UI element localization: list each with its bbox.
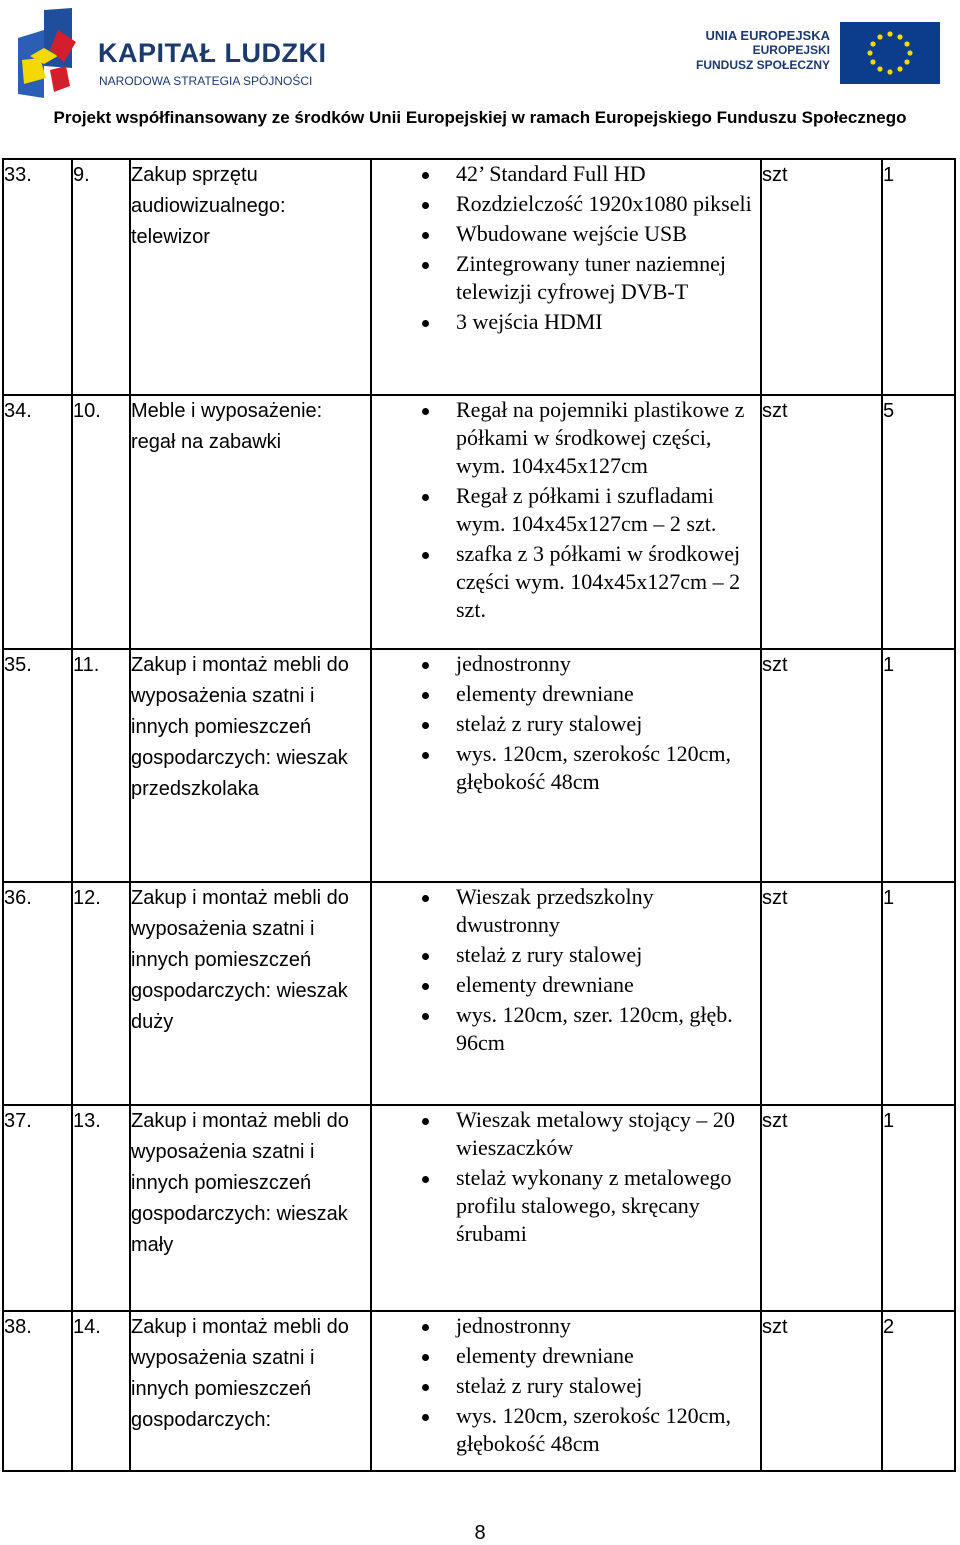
spec-text: 3 wejścia HDMI xyxy=(456,309,603,334)
list-item xyxy=(456,1402,760,1458)
table-row xyxy=(3,1105,955,1311)
row-subnumber: 12. xyxy=(72,882,130,1105)
spec-text: Rozdzielczość 1920x1080 pikseli xyxy=(456,191,752,216)
list-item xyxy=(456,971,760,999)
item-name: Zakup i montaż mebli do wyposażenia szatni i innych pomieszczeń gospodarczych: xyxy=(130,1311,371,1471)
kapital-ludzki-subtitle: NARODOWA STRATEGIA SPÓJNOŚCI xyxy=(99,74,313,88)
list-item xyxy=(456,396,760,480)
list-item xyxy=(456,1342,760,1370)
item-name: Zakup i montaż mebli do wyposażenia szatni i innych pomieszczeń gospodarczych: wieszak mały xyxy=(130,1105,371,1311)
item-unit: szt xyxy=(761,395,882,649)
bullet-icon xyxy=(422,262,429,269)
spec-text: 42’ Standard Full HD xyxy=(456,161,646,186)
item-quantity: 5 xyxy=(882,395,955,649)
list-item xyxy=(456,308,760,336)
row-subnumber: 9. xyxy=(72,159,130,395)
bullet-icon xyxy=(422,1414,429,1421)
bullet-icon xyxy=(422,1118,429,1125)
item-specification xyxy=(371,649,761,882)
spec-text: elementy drewniane xyxy=(456,681,634,706)
bullet-icon xyxy=(422,202,429,209)
bullet-icon xyxy=(422,494,429,501)
item-unit: szt xyxy=(761,649,882,882)
list-item xyxy=(456,740,760,796)
item-quantity: 1 xyxy=(882,649,955,882)
spec-list xyxy=(372,650,760,796)
list-item xyxy=(456,220,760,248)
bullet-icon xyxy=(422,1354,429,1361)
spec-list xyxy=(372,396,760,624)
bullet-icon xyxy=(422,692,429,699)
list-item xyxy=(456,680,760,708)
item-unit: szt xyxy=(761,1105,882,1311)
row-number: 33. xyxy=(3,159,72,395)
spec-text: stelaż z rury stalowej xyxy=(456,942,643,967)
table-row xyxy=(3,159,955,395)
table-row xyxy=(3,882,955,1105)
item-specification xyxy=(371,1105,761,1311)
items-table xyxy=(2,158,956,1472)
item-unit: szt xyxy=(761,159,882,395)
kapital-ludzki-emblem-icon xyxy=(14,8,84,102)
table-row xyxy=(3,1311,955,1471)
item-quantity: 1 xyxy=(882,882,955,1105)
spec-text: Wbudowane wejście USB xyxy=(456,221,687,246)
row-subnumber: 13. xyxy=(72,1105,130,1311)
list-item xyxy=(456,1312,760,1340)
list-item xyxy=(456,883,760,939)
spec-text: wys. 120cm, szer. 120cm, głęb. 96cm xyxy=(456,1002,733,1055)
list-item xyxy=(456,1106,760,1162)
table-row xyxy=(3,395,955,649)
eu-logo-line1: UNIA EUROPEJSKA xyxy=(705,28,830,43)
kapital-ludzki-title: KAPITAŁ LUDZKI xyxy=(98,38,327,68)
item-name: Zakup i montaż mebli do wyposażenia szatni i innych pomieszczeń gospodarczych: wieszak duży xyxy=(130,882,371,1105)
spec-list xyxy=(372,160,760,336)
row-number: 35. xyxy=(3,649,72,882)
bullet-icon xyxy=(422,1324,429,1331)
bullet-icon xyxy=(422,953,429,960)
row-subnumber: 11. xyxy=(72,649,130,882)
spec-text: Wieszak przedszkolny dwustronny xyxy=(456,884,654,937)
bullet-icon xyxy=(422,232,429,239)
list-item xyxy=(456,190,760,218)
spec-text: Zintegrowany tuner naziemnej telewizji cyfrowej DVB-T xyxy=(456,251,727,304)
spec-text: elementy drewniane xyxy=(456,972,634,997)
list-item xyxy=(456,1372,760,1400)
spec-text: Regał z półkami i szufladami wym. 104x45x127cm – 2 szt. xyxy=(456,483,717,536)
row-number: 34. xyxy=(3,395,72,649)
item-name: Zakup sprzętu audiowizualnego: telewizor xyxy=(130,159,371,395)
row-number: 37. xyxy=(3,1105,72,1311)
list-item xyxy=(456,250,760,306)
bullet-icon xyxy=(422,1013,429,1020)
spec-text: stelaż z rury stalowej xyxy=(456,711,643,736)
item-specification xyxy=(371,1311,761,1471)
list-item xyxy=(456,650,760,678)
row-number: 36. xyxy=(3,882,72,1105)
item-quantity: 1 xyxy=(882,159,955,395)
spec-text: wys. 120cm, szerokośc 120cm, głębokość 48cm xyxy=(456,1403,731,1456)
eu-logo xyxy=(690,22,942,86)
list-item xyxy=(456,160,760,188)
table-row xyxy=(3,649,955,882)
list-item xyxy=(456,482,760,538)
eu-logo-line3: FUNDUSZ SPOŁECZNY xyxy=(695,58,830,72)
bullet-icon xyxy=(422,895,429,902)
project-cofinancing-line: Projekt współfinansowany ze środków Unii Europejskiej w ramach Europejskiego Funduszu Społecznego xyxy=(53,108,907,127)
row-subnumber: 10. xyxy=(72,395,130,649)
page-header xyxy=(0,0,960,140)
eu-logo-line2: EUROPEJSKI xyxy=(752,43,830,57)
spec-list xyxy=(372,1312,760,1458)
bullet-icon xyxy=(422,983,429,990)
spec-list xyxy=(372,883,760,1057)
list-item xyxy=(456,1001,760,1057)
list-item xyxy=(456,941,760,969)
spec-text: stelaż z rury stalowej xyxy=(456,1373,643,1398)
item-specification xyxy=(371,395,761,649)
item-name: Zakup i montaż mebli do wyposażenia szatni i innych pomieszczeń gospodarczych: wieszak przedszkolaka xyxy=(130,649,371,882)
item-specification xyxy=(371,882,761,1105)
bullet-icon xyxy=(422,408,429,415)
bullet-icon xyxy=(422,1384,429,1391)
bullet-icon xyxy=(422,722,429,729)
spec-text: wys. 120cm, szerokośc 120cm, głębokość 48cm xyxy=(456,741,731,794)
item-quantity: 1 xyxy=(882,1105,955,1311)
item-quantity: 2 xyxy=(882,1311,955,1471)
spec-text: stelaż wykonany z metalowego profilu stalowego, skręcany śrubami xyxy=(456,1165,732,1246)
row-subnumber: 14. xyxy=(72,1311,130,1471)
bullet-icon xyxy=(422,752,429,759)
spec-list xyxy=(372,1106,760,1248)
bullet-icon xyxy=(422,1176,429,1183)
spec-text: Regał na pojemniki plastikowe z półkami w środkowej części, wym. 104x45x127cm xyxy=(456,397,745,478)
item-unit: szt xyxy=(761,882,882,1105)
items-table-body xyxy=(3,159,955,1471)
eu-flag-icon xyxy=(840,22,940,84)
item-specification xyxy=(371,159,761,395)
kapital-ludzki-logo xyxy=(14,8,327,102)
list-item xyxy=(456,1164,760,1248)
spec-text: elementy drewniane xyxy=(456,1343,634,1368)
bullet-icon xyxy=(422,320,429,327)
spec-text: jednostronny xyxy=(456,651,571,676)
spec-text: jednostronny xyxy=(456,1313,571,1338)
bullet-icon xyxy=(422,662,429,669)
spec-text: szafka z 3 półkami w środkowej części wym. 104x45x127cm – 2 szt. xyxy=(456,541,741,622)
item-unit: szt xyxy=(761,1311,882,1471)
list-item xyxy=(456,710,760,738)
spec-text: Wieszak metalowy stojący – 20 wieszaczków xyxy=(456,1107,735,1160)
row-number: 38. xyxy=(3,1311,72,1471)
eu-logo-text xyxy=(696,28,830,73)
bullet-icon xyxy=(422,552,429,559)
list-item xyxy=(456,540,760,624)
page-number: 8 xyxy=(474,1522,486,1544)
item-name: Meble i wyposażenie: regał na zabawki xyxy=(130,395,371,649)
bullet-icon xyxy=(422,172,429,179)
